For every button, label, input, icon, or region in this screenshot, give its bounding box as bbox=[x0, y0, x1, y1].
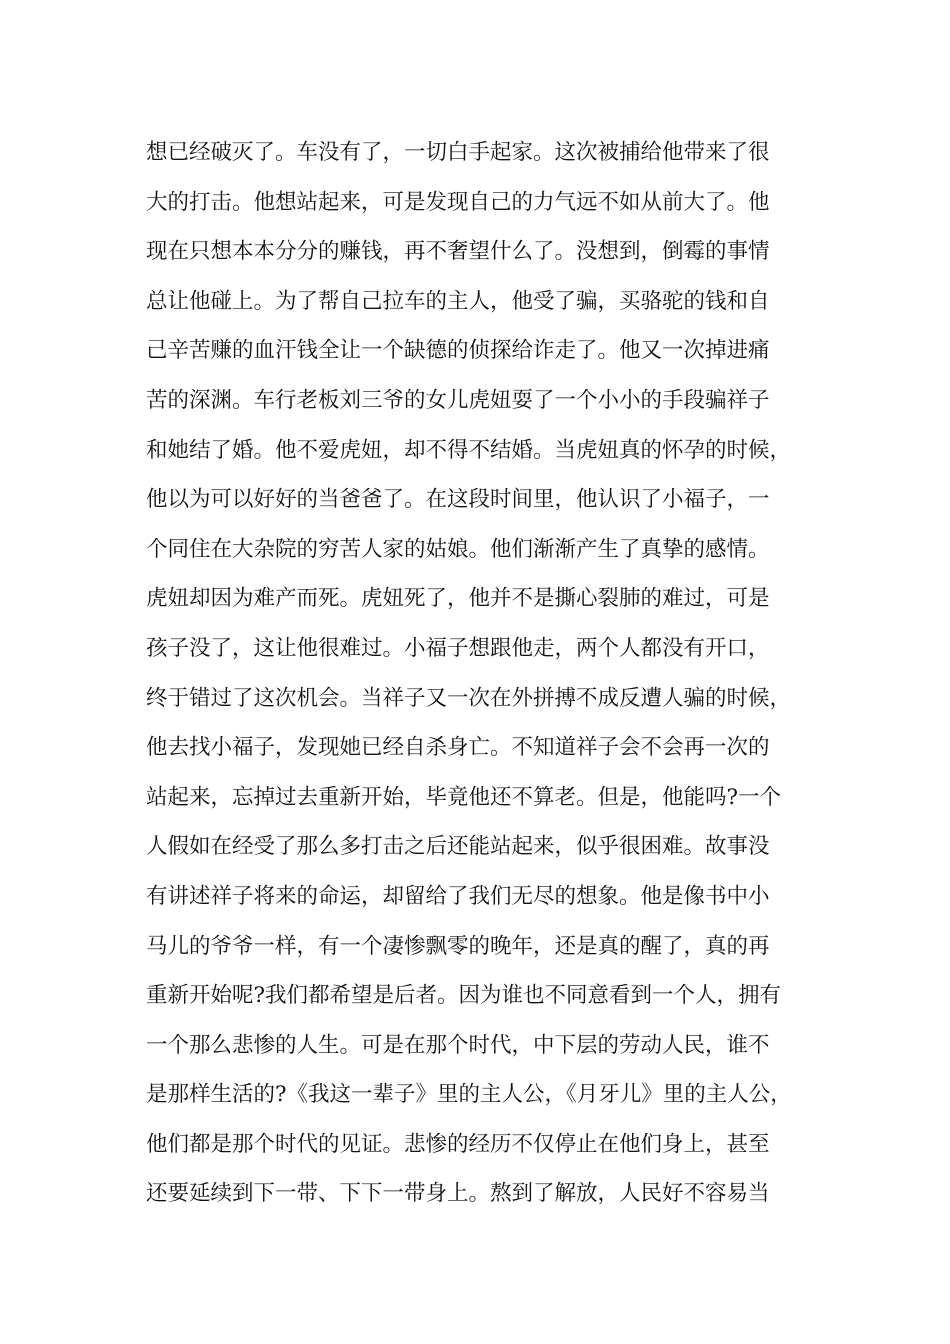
text-line: 人假如在经受了那么多打击之后还能站起来，似乎很困难。故事没 bbox=[146, 834, 770, 860]
text-line: 站起来，忘掉过去重新开始，毕竟他还不算老。但是，他能吗?一个 bbox=[146, 784, 782, 810]
text-line: 大的打击。他想站起来，可是发现自己的力气远不如从前大了。他 bbox=[146, 189, 770, 215]
text-line: 一个那么悲惨的人生。可是在那个时代，中下层的劳动人民，谁不 bbox=[146, 1032, 770, 1058]
text-line: 有讲述祥子将来的命运，却留给了我们无尽的想象。他是像书中小 bbox=[146, 883, 770, 909]
text-line: 还要延续到下一带、下下一带身上。熬到了解放，人民好不容易当 bbox=[146, 1181, 770, 1207]
text-line: 己辛苦赚的血汗钱全让一个缺德的侦探给诈走了。他又一次掉进痛 bbox=[146, 338, 770, 364]
text-line: 他去找小福子，发现她已经自杀身亡。不知道祥子会不会再一次的 bbox=[146, 735, 770, 761]
text-line: 终于错过了这次机会。当祥子又一次在外拼搏不成反遭人骗的时候， bbox=[146, 685, 792, 711]
text-line: 是那样生活的?《我这一辈子》里的主人公，《月牙儿》里的主人公， bbox=[146, 1082, 792, 1108]
text-line: 和她结了婚。他不爱虎妞，却不得不结婚。当虎妞真的怀孕的时候， bbox=[146, 437, 792, 463]
text-line: 马儿的爷爷一样，有一个凄惨飘零的晚年，还是真的醒了，真的再 bbox=[146, 933, 770, 959]
text-line: 他以为可以好好的当爸爸了。在这段时间里，他认识了小福子，一 bbox=[146, 487, 770, 513]
text-line: 想已经破灭了。车没有了，一切白手起家。这次被捕给他带来了很 bbox=[146, 140, 770, 165]
text-line: 总让他碰上。为了帮自己拉车的主人，他受了骗，买骆驼的钱和自 bbox=[146, 288, 770, 314]
body-text bbox=[146, 128, 836, 1219]
text-line: 虎妞却因为难产而死。虎妞死了，他并不是撕心裂肺的难过，可是 bbox=[146, 586, 770, 612]
text-line: 苦的深渊。车行老板刘三爷的女儿虎妞耍了一个小小的手段骗祥子 bbox=[146, 387, 770, 413]
text-line: 个同住在大杂院的穷苦人家的姑娘。他们渐渐产生了真挚的感情。 bbox=[146, 536, 770, 562]
text-line: 孩子没了，这让他很难过。小福子想跟他走，两个人都没有开口， bbox=[146, 635, 770, 661]
text-line: 现在只想本本分分的赚钱，再不奢望什么了。没想到，倒霉的事情 bbox=[146, 239, 770, 265]
text-line: 重新开始呢?我们都希望是后者。因为谁也不同意看到一个人，拥有 bbox=[146, 983, 782, 1009]
text-line: 他们都是那个时代的见证。悲惨的经历不仅停止在他们身上，甚至 bbox=[146, 1131, 770, 1157]
